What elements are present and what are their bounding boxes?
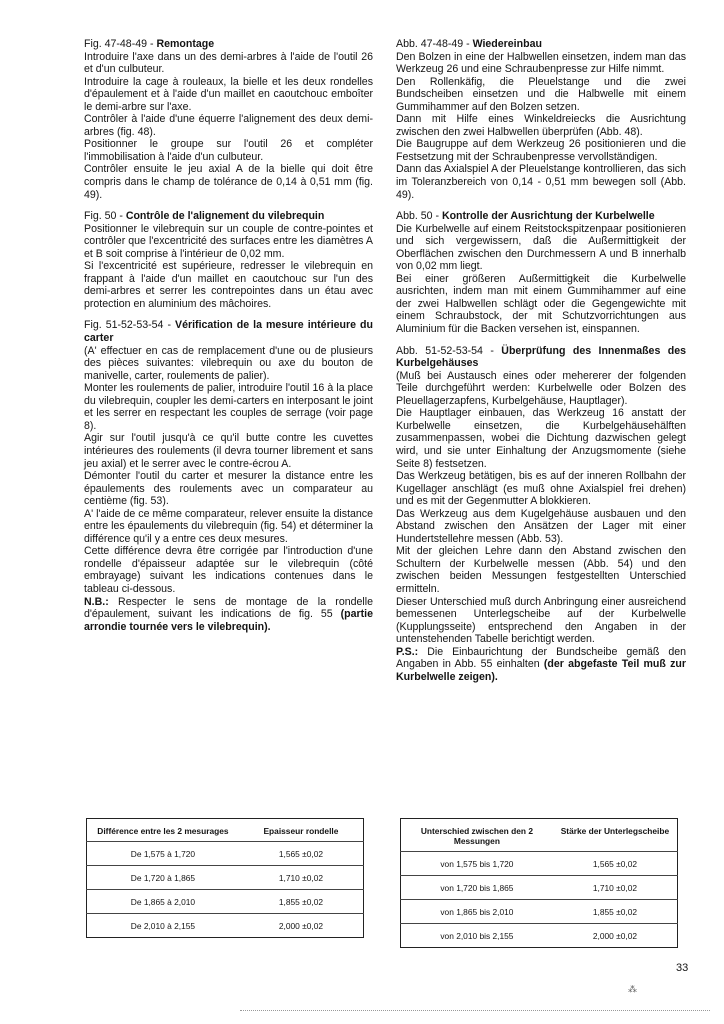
section-heading bbox=[396, 345, 686, 370]
paragraph: Die Baugruppe auf dem Werkzeug 26 positionieren und die Festsetzung mit der Schraubenpresse vervollständigen. bbox=[396, 138, 686, 163]
section-ueberpruefung-innenmass bbox=[396, 345, 686, 684]
paragraph: Dann mit Hilfe eines Winkeldreiecks die Ausrichtung zwischen den zwei Halbwellen überprüfen (Abb. 48). bbox=[396, 113, 686, 138]
paragraph: Den Bolzen in eine der Halbwellen einsetzen, indem man das Werkzeug 26 und eine Schraubenpresse zur Hilfe nimmt. bbox=[396, 50, 686, 76]
table-row bbox=[401, 900, 678, 924]
table-cell: 2,000 ±0,02 bbox=[553, 924, 678, 948]
paragraph: Das Werkzeug betätigen, bis es auf der inneren Rollbahn der Kugellager anschlägt (es muß ohne Axialspiel frei drehen) und es mit der Gegenmutter A blokkieren. bbox=[396, 470, 686, 508]
paragraph: Contrôler ensuite le jeu axial A de la bielle qui doit être compris dans le champ de tolérance de 0,14 à 0,51 mm (fig. 49). bbox=[84, 163, 373, 201]
section-title: Remontage bbox=[156, 38, 215, 50]
paragraph: Mit der gleichen Lehre dann den Abstand zwischen den Schultern der Kurbelwelle messen (Abb. 54) und den zwischen beiden Messungen festgestellten Unterschied ermitteln. bbox=[396, 545, 686, 595]
note-text: Die Einbaurichtung der Bundscheibe gemäß den Angaben in Abb. 55 einhalten bbox=[396, 645, 686, 671]
paragraph: Démonter l'outil du carter et mesurer la distance entre les épaulements des roulements avec un comparateur au centième (fig. 53). bbox=[84, 470, 373, 508]
table-cell: De 2,010 à 2,155 bbox=[87, 914, 239, 938]
section-heading bbox=[84, 210, 373, 223]
table-cell: 2,000 ±0,02 bbox=[239, 914, 364, 938]
section-title: Kontrolle der Ausrichtung der Kurbelwelle bbox=[441, 210, 655, 223]
paragraph: Die Hauptlager einbauen, das Werkzeug 16 anstatt der Kurbelwelle einsetzen, die Kurbelgehäusehälften zusammenpassen, wobei die Dichtung dazwischen gelegt wird, und sie unter Einhaltung der Anzugsmomente (siehe Seite 8) festsetzen. bbox=[396, 407, 686, 470]
washer-table-french bbox=[86, 818, 364, 938]
table-header: Différence entre les 2 mesurages bbox=[97, 826, 229, 836]
section-verification-carter bbox=[84, 319, 373, 633]
table-cell: De 1,865 à 2,010 bbox=[87, 890, 239, 914]
paragraph: Den Rollenkäfig, die Pleuelstange und die zwei Bundscheiben einsetzen und die Halbwelle mit einem Gummihammer auf den Bolzen setzen. bbox=[396, 75, 686, 113]
french-column bbox=[84, 38, 373, 642]
section-title: Contrôle de l'alignement du vilebrequin bbox=[125, 210, 325, 223]
table-cell: 1,855 ±0,02 bbox=[239, 890, 364, 914]
paragraph: Positionner le groupe sur l'outil 26 et compléter l'immobilisation à l'aide d'un culbuteur. bbox=[84, 138, 373, 163]
section-kontrolle-ausrichtung bbox=[396, 210, 686, 335]
scan-smudge: ⁂ bbox=[628, 984, 637, 994]
table-row bbox=[87, 842, 364, 866]
table-cell: 1,710 ±0,02 bbox=[239, 866, 364, 890]
paragraph: Introduire la cage à rouleaux, la bielle et les deux rondelles d'épaulement et à l'aide d'un maillet en caoutchouc emboîter le demi-arbre sur l'axe. bbox=[84, 75, 373, 113]
table-cell: 1,710 ±0,02 bbox=[553, 876, 678, 900]
table-row bbox=[401, 852, 678, 876]
table-cell: 1,855 ±0,02 bbox=[553, 900, 678, 924]
figure-ref: Fig. 50 - bbox=[84, 210, 126, 223]
section-heading bbox=[396, 38, 686, 51]
section-heading bbox=[84, 38, 373, 51]
table-header: Epaisseur rondelle bbox=[263, 826, 339, 836]
note-paragraph bbox=[84, 596, 373, 634]
table-cell: 1,565 ±0,02 bbox=[239, 842, 364, 866]
note-emphasis: (der abgefaste Teil muß zur Kurbelwelle zeigen). bbox=[396, 658, 686, 683]
figure-ref: Abb. 51-52-53-54 - bbox=[396, 344, 502, 357]
section-controle-alignement bbox=[84, 210, 373, 310]
section-title: Wiedereinbau bbox=[472, 38, 542, 50]
paragraph: Contrôler à l'aide d'une équerre l'alignement des deux demi-arbres (fig. 48). bbox=[84, 113, 373, 138]
washer-table-german bbox=[400, 818, 678, 948]
note-text: Respecter le sens de montage de la rondelle d'épaulement, suivant les indications de fig. 55 bbox=[84, 595, 373, 621]
paragraph: Dann das Axialspiel A der Pleuelstange kontrollieren, das sich im Toleranzbereich von 0,14 - 0,51 mm bewegen soll (Abb. 49). bbox=[396, 163, 686, 201]
note-emphasis: (partie arrondie tournée vers le vilebrequin). bbox=[84, 608, 373, 633]
table-row bbox=[87, 914, 364, 938]
paragraph: Agir sur l'outil jusqu'à ce qu'il butte contre les cuvettes intérieures des roulements (il devra tourner librement et sans jeu axial) et le serrer avec le contre-écrou A. bbox=[84, 432, 373, 470]
section-remontage bbox=[84, 38, 373, 201]
paragraph: Cette différence devra être corrigée par l'introduction d'une rondelle d'épaisseur adaptée sur le vilebrequin (côté embrayage) suivant les indications contenues dans le tableau ci-dessous. bbox=[84, 545, 373, 595]
table-header: Unterschied zwischen den 2 Messungen bbox=[420, 826, 533, 846]
german-column bbox=[396, 38, 686, 692]
figure-ref: Abb. 47-48-49 - bbox=[396, 38, 473, 50]
paragraph: Das Werkzeug aus dem Kugelgehäuse ausbauen und den Abstand zwischen den Ansätzen der Lager mit einer Hundertstellehre messen (Abb. 53). bbox=[396, 507, 686, 545]
section-heading bbox=[396, 210, 686, 223]
section-title: Überprüfung des Innenmaßes des Kurbelgehäuses bbox=[396, 344, 687, 370]
page-number: 33 bbox=[676, 962, 689, 974]
paragraph: (Muß bei Austausch eines oder mehererer der folgenden Teile durchgeführt werden: Kurbelwelle oder Bolzen des Pleuellagerzapfens, Kurbelgehäuse, Hauptlager). bbox=[396, 369, 686, 407]
table-cell: von 2,010 bis 2,155 bbox=[401, 924, 553, 948]
paragraph: Die Kurbelwelle auf einem Reitstockspitzenpaar positionieren und sich vergewissern, daß die Außermittigkeit der Oberflächen zwischen den Durchmessern A und B innerhalb von 0,02 mm liegt. bbox=[396, 222, 686, 273]
table-cell: De 1,575 à 1,720 bbox=[87, 842, 239, 866]
paragraph: Monter les roulements de palier, introduire l'outil 16 à la place du vilebrequin, coupler les demi-carters en interposant le joint et les serrer en respectant les couples de serrage (voir page 8). bbox=[84, 382, 373, 432]
section-title: Vérification de la mesure intérieure du carter bbox=[84, 319, 373, 345]
note-label: P.S.: bbox=[396, 645, 419, 658]
table-cell: von 1,575 bis 1,720 bbox=[401, 852, 553, 876]
scan-edge-line bbox=[240, 1010, 710, 1012]
paragraph: A' l'aide de ce même comparateur, relever ensuite la distance entre les épaulements du vilebrequin (fig. 54) et déterminer la différence qu'il y a entre ces deux mesures. bbox=[84, 507, 373, 545]
paragraph: Positionner le vilebrequin sur un couple de contre-pointes et contrôler que l'excentricité des surfaces entre les diamètres A et B soit comprise à l'intérieur de 0,02 mm. bbox=[84, 222, 373, 260]
figure-ref: Fig. 47-48-49 - bbox=[84, 38, 157, 50]
table-row bbox=[401, 924, 678, 948]
table-row bbox=[87, 890, 364, 914]
note-paragraph bbox=[396, 646, 686, 684]
paragraph: Dieser Unterschied muß durch Anbringung einer ausreichend bemessenen Unterlegscheibe auf der Kurbelwelle (Kupplungsseite) entsprechend den Angaben in der untenstehenden Tabelle berichtigt werden. bbox=[396, 595, 686, 646]
paragraph: (A' effectuer en cas de remplacement d'une ou de plusieurs des pièces suivantes: vilebrequin ou axe du bouton de manivelle, carter, roulements de palier). bbox=[84, 344, 373, 382]
figure-ref: Abb. 50 - bbox=[396, 210, 442, 223]
paragraph: Si l'excentricité est supérieure, redresser le vilebrequin en frappant à l'aide d'un maillet en caoutchouc sur l'un des demi-arbres et serrer les contrepointes dans un étau avec protection en aluminium des mâchoires. bbox=[84, 260, 373, 310]
table-row bbox=[87, 866, 364, 890]
paragraph: Introduire l'axe dans un des demi-arbres à l'aide de l'outil 26 et d'un culbuteur. bbox=[84, 50, 373, 76]
table-cell: von 1,865 bis 2,010 bbox=[401, 900, 553, 924]
section-heading bbox=[84, 319, 373, 344]
paragraph: Bei einer größeren Außermittigkeit die Kurbelwelle ausrichten, indem man mit einem Gummihammer auf eine der zwei Halbwellen schlägt oder die Gegengewichte mit einem Schraubstock, der mit Schutzvorrichtungen aus Aluminium für die Backen versehen ist, einspannen. bbox=[396, 272, 686, 336]
table-row bbox=[401, 876, 678, 900]
section-wiedereinbau bbox=[396, 38, 686, 201]
table-header: Stärke der Unterlegscheibe bbox=[560, 826, 670, 836]
table-cell: De 1,720 à 1,865 bbox=[87, 866, 239, 890]
note-label: N.B.: bbox=[84, 595, 109, 608]
figure-ref: Fig. 51-52-53-54 - bbox=[84, 319, 176, 332]
table-cell: 1,565 ±0,02 bbox=[553, 852, 678, 876]
table-cell: von 1,720 bis 1,865 bbox=[401, 876, 553, 900]
